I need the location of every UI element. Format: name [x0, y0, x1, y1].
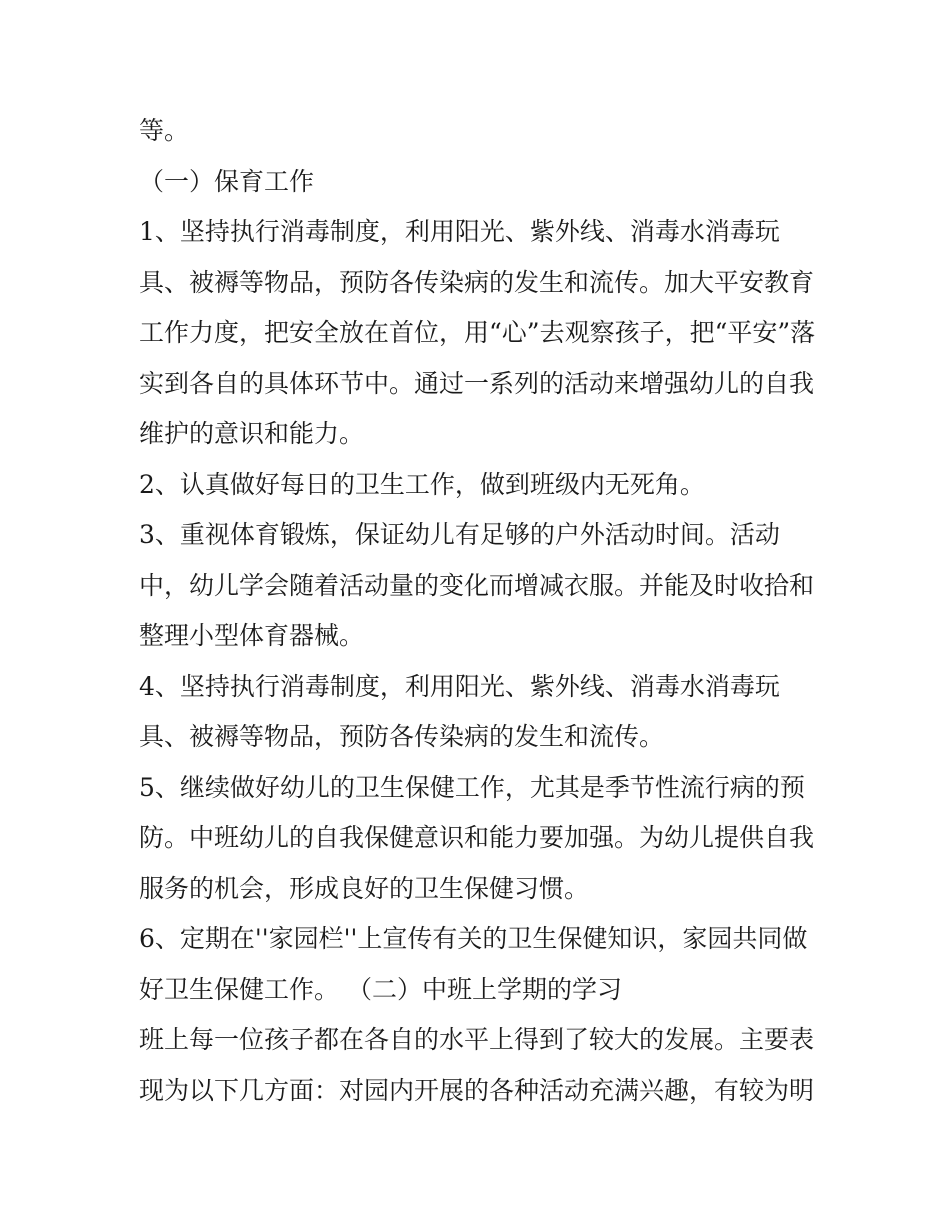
text-line: 好卫生保健工作。 （二）中班上学期的学习 — [139, 974, 622, 1004]
text-line: 1、坚持执行消毒制度，利用阳光、紫外线、消毒水消毒玩 — [139, 217, 780, 246]
text-line: 维护的意识和能力。 — [139, 419, 365, 448]
text-line: 防。中班幼儿的自我保健意识和能力要加强。为幼儿提供自我 — [139, 823, 815, 852]
text-line: 工作力度，把安全放在首位，用“心”去观察孩子，把“平安”落 — [139, 318, 816, 347]
text-line: 等。 — [139, 116, 190, 145]
text-line: 中，幼儿学会随着活动量的变化而增减衣服。并能及时收拾和 — [139, 570, 815, 600]
text-line: 具、被褥等物品，预防各传染病的发生和流传。加大平安教育 — [139, 267, 815, 297]
text-line: 5、继续做好幼儿的卫生保健工作，尤其是季节性流行病的预 — [139, 772, 805, 802]
text-line: 2、认真做好每日的卫生工作，做到班级内无死角。 — [139, 469, 705, 499]
text-line: 现为以下几方面：对园内开展的各种活动充满兴趣，有较为明 — [139, 1075, 815, 1105]
section-heading-care-work: （一）保育工作 — [139, 166, 315, 196]
document-body — [139, 106, 819, 1116]
text-line: 3、重视体育锻炼，保证幼儿有足够的户外活动时间。活动 — [139, 520, 780, 549]
text-line: 班上每一位孩子都在各自的水平上得到了较大的发展。主要表 — [139, 1025, 815, 1054]
text-line: 6、定期在''家园栏''上宣传有关的卫生保健知识，家园共同做 — [139, 924, 808, 953]
text-line: 具、被褥等物品，预防各传染病的发生和流传。 — [139, 722, 665, 751]
text-line: 实到各自的具体环节中。通过一系列的活动来增强幼儿的自我 — [139, 368, 815, 398]
text-line: 4、坚持执行消毒制度，利用阳光、紫外线、消毒水消毒玩 — [139, 671, 780, 701]
text-line: 整理小型体育器械。 — [139, 621, 365, 650]
text-line: 服务的机会，形成良好的卫生保健习惯。 — [139, 873, 590, 903]
